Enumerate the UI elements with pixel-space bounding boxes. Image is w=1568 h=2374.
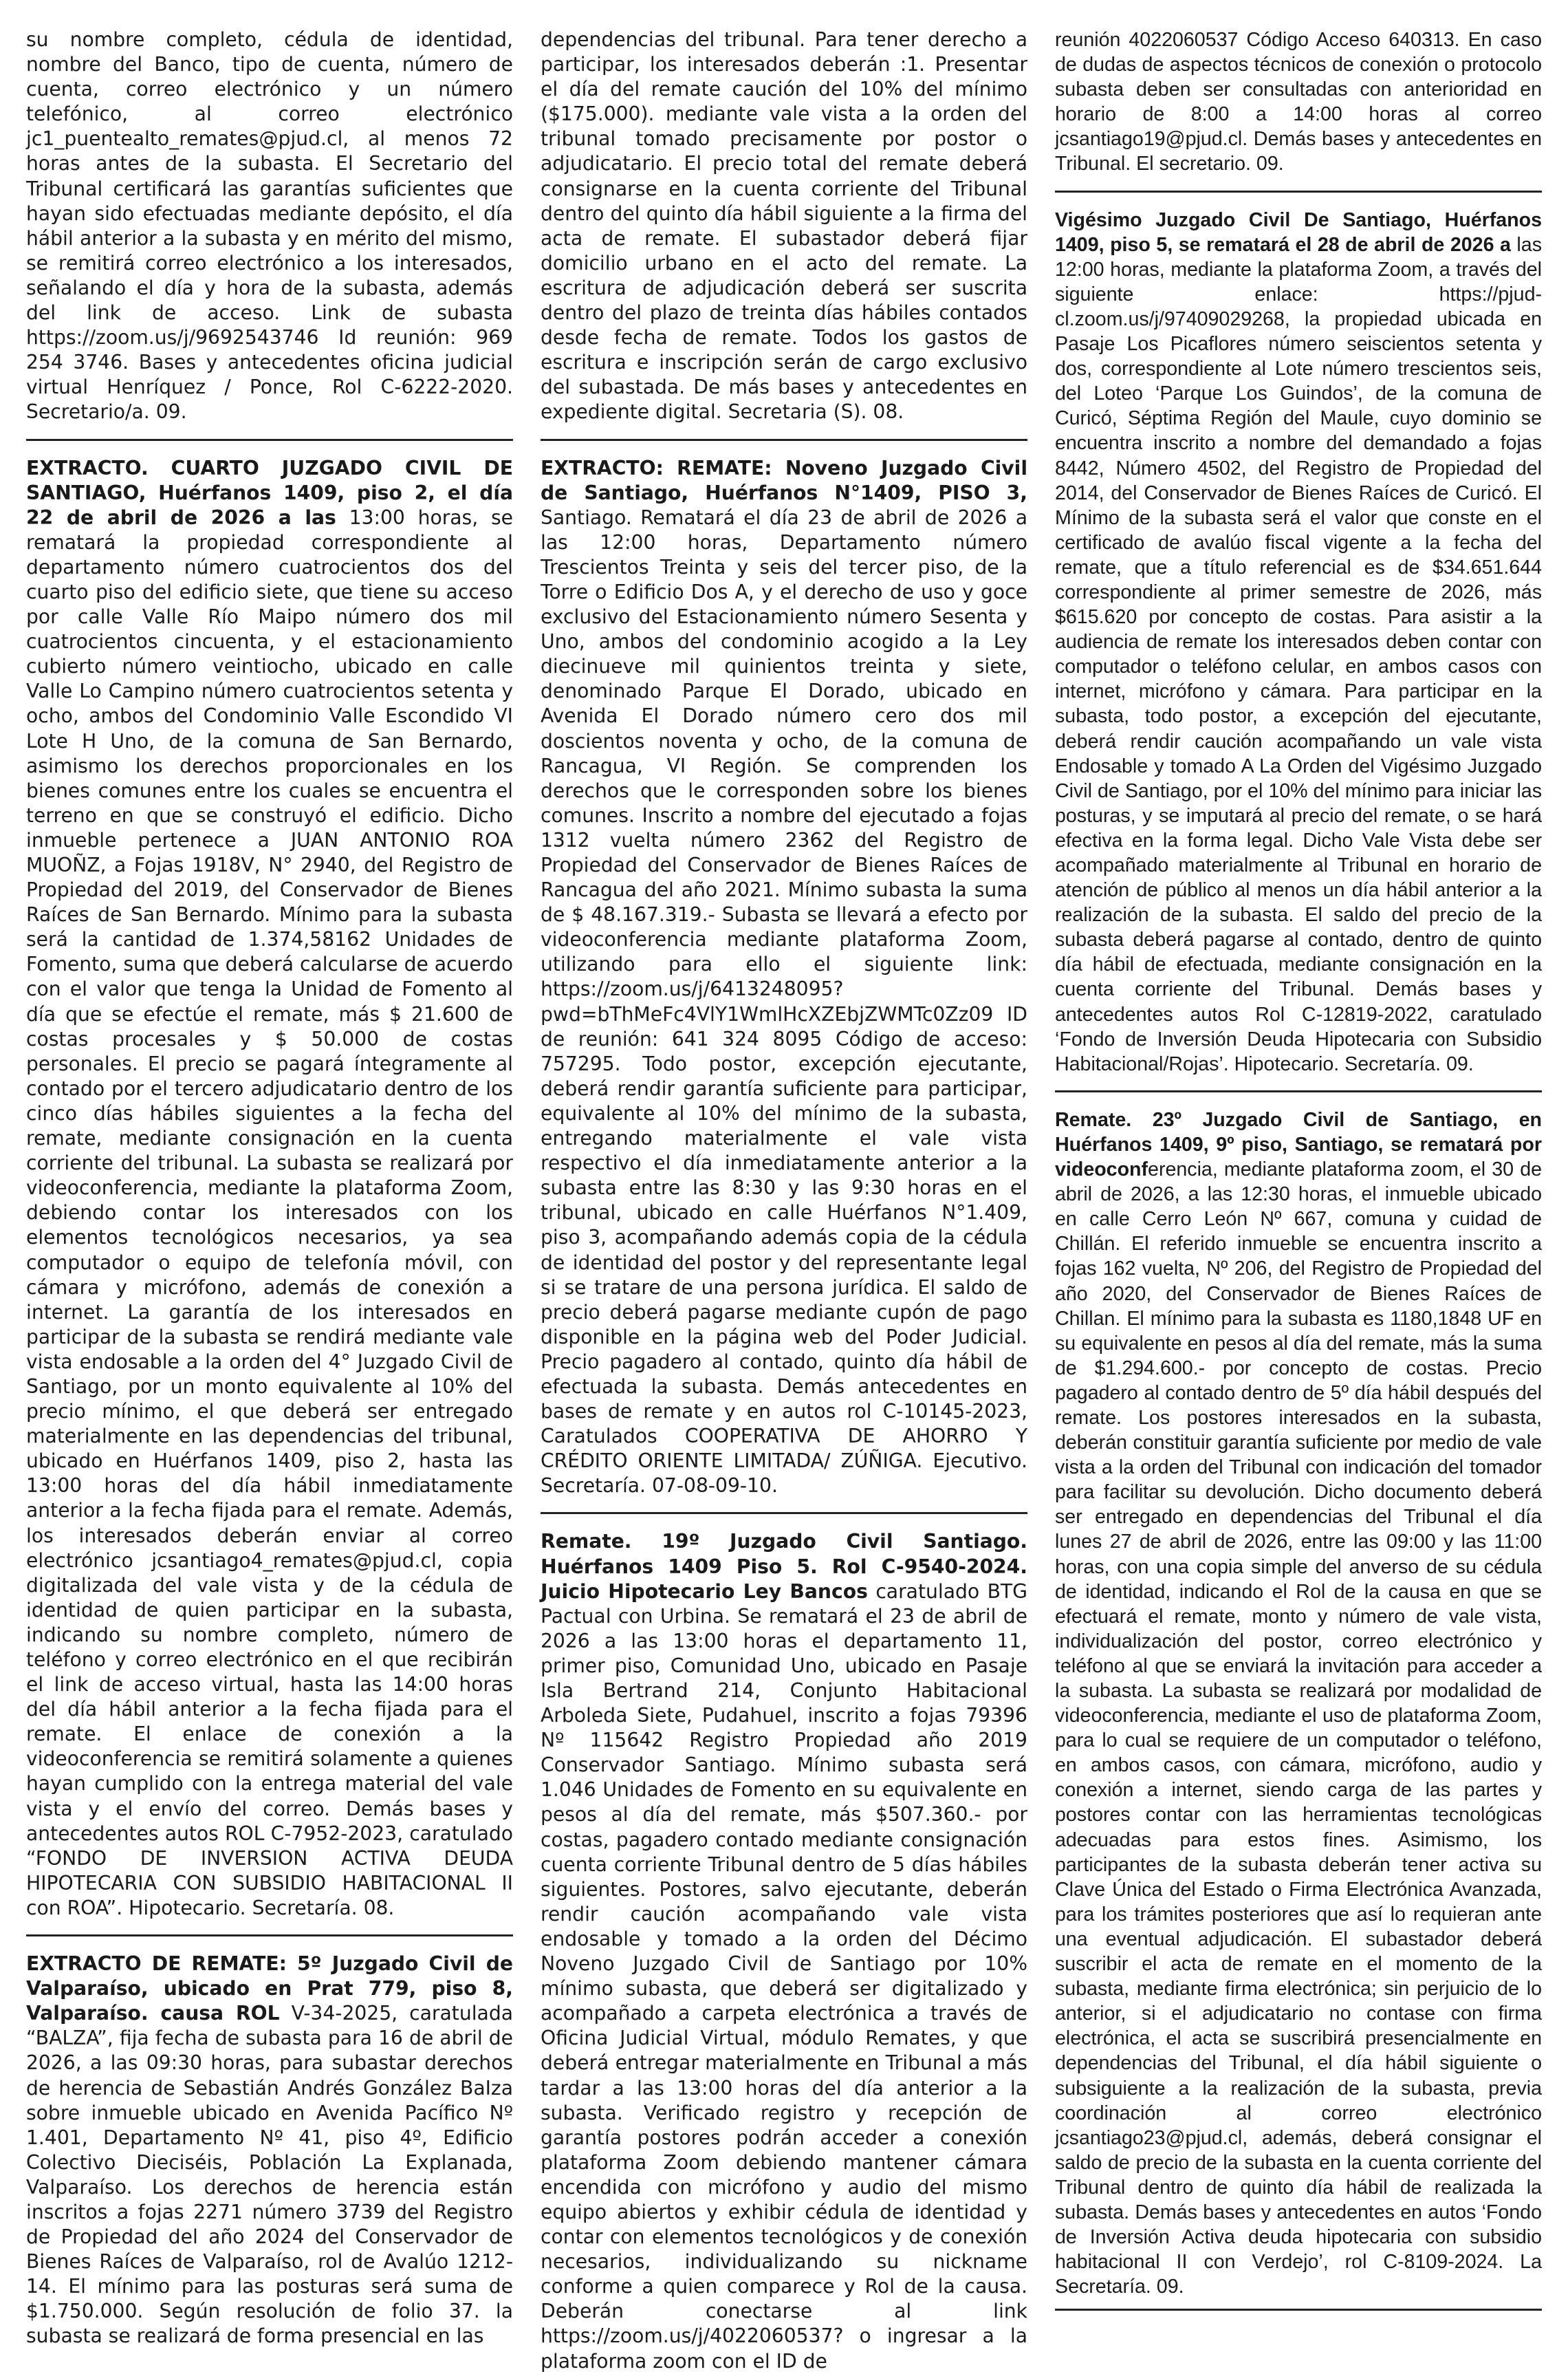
notice-body: 13:00 horas, se rematará la propiedad correspondiente al departamento número cuatrocientos dos del cuarto piso del edificio siete, que tiene su acceso por calle Valle Río Maipo número dos mil cuatrocientos cincuenta, y el estacionamiento cubierto número veintiocho, ubicado en calle Valle Lo Campino número cuatrocientos setenta y ocho, ambos del Condominio Valle Escondido VI Lote H Uno, de la comuna de San Bernardo, asimismo los derechos proporcionales en los bienes comunes entre los cuales se encuentra el terreno en que se construyó el edificio. Dicho inmueble pertenece a JUAN ANTONIO ROA MUOÑZ, a Fojas 1918V, N° 2940, del Registro de Propiedad del 2019, del Conservador de Bienes Raíces de San Bernardo. Mínimo para la subasta será la cantidad de 1.374,58162 Unidades de Fomento, suma que deberá calcularse de acuerdo con el valor que tenga la Unidad de Fomento al día que se efectúe el remate, más $ 21.600 de costas procesales y $ 50.000 de costas personales. El precio se pagará íntegramente al contado por el tercero adjudicatario dentro de los cinco días hábiles siguientes a la fecha del remate, mediante consignación en la cuenta corriente del tribunal. La subasta se realizará por videoconferencia, mediante la plataforma Zoom, debiendo contar los interesados con los elementos tecnológicos necesarios, ya sea computador o equipo de telefonía móvil, con cámara y micrófono, además de conexión a internet. La garantía de los interesados en participar de la subasta se rendirá mediante vale vista endosable a la orden del 4° Juzgado Civil de Santiago, por un monto equivalente al 10% del precio mínimo, el que deberá ser entregado materialmente en las dependencias del tribunal, ubicado en Huérfanos 1409, piso 2, hasta las 13:00 horas del día hábil inmediatamente anterior a la fecha fijada para el remate. Además, los interesados deberán enviar al correo electrónico jcsantiago4_remates@pjud.cl, copia digitalizada del vale vista y de la cédula de identidad de quien participar en la subasta, indicando su nombre completo, número de teléfono y correo electrónico en el que recibirán el link de acceso virtual, hasta las 14:00 horas del día hábil anterior a la fecha fijada para el remate. El enlace de conexión a la videoconferencia se remitirá solamente a quienes hayan cumplido con la entrega material del vale vista y el envío del correo. Demás bases y antecedentes autos ROL C-7952-2023, caratulado “FONDO DE INVERSION ACTIVA DEUDA HIPOTECARIA CON SUBSIDIO HABITACIONAL II con ROA”. Hipotecario. Secretaría. 08.	[26, 506, 513, 1919]
notice-heading: EXTRACTO DE REMATE: 5º Juzgado Civil de Valparaíso, ubicado en Prat 779, piso 8, Valparaíso. causa ROL	[26, 1952, 513, 2025]
notice-body: erencia, mediante plataforma zoom, el 30 de abril de 2026, a las 12:30 horas, el inmueble ubicado en calle Cerro León Nº 667, comuna y cuidad de Chillán. El referido inmueble se encuentra inscrito a fojas 162 vuelta, Nº 206, del Registro de Propiedad del año 2020, del Conservador de Bienes Raíces de Chillan. El mínimo para la subasta es 1180,1848 UF en su equivalente en pesos al día del remate, más la suma de $1.294.600.- por concepto de costas. Precio pagadero al contado dentro de 5º día hábil después del remate. Los postores interesados en la subasta, deberán constituir garantía suficiente por medio de vale vista a la orden del Tribunal con indicación del tomador para facilitar su devolución. Dicho documento deberá ser entregado en dependencias del Tribunal el día lunes 27 de abril de 2026, entre las 09:00 y las 11:00 horas, con una copia simple del anverso de su cédula de identidad, indicando el Rol de la causa en que se efectuará el remate, monto y número de vale vista, individualización del postor, correo electrónico y teléfono al que se enviará la invitación para acceder a la subasta. La subasta se realizará por modalidad de videoconferencia, mediante el uso de plataforma Zoom, para lo cual se requiere de un computador o teléfono, en ambos casos, con cámara, micrófono, audio y conexión a internet, siendo carga de las partes y postores contar con las herramientas tecnológicas adecuadas para estos fines. Asimismo, los participantes de la subasta deberán tener activa su Clave Única del Estado o Firma Electrónica Avanzada, para los trámites posteriores que así lo requieran ante una eventual adjudicación. El subastador deberá suscribir el acta de remate en el momento de la subasta, mediante firma electrónica; sin perjuicio de lo anterior, si el adjudicatario no contase con firma electrónica, el acta se suscribirá presencialmente en dependencias del Tribunal, el día hábil siguiente o subsiguiente a la realización de la subasta, previa coordinación al correo electrónico jcsantiago23@pjud.cl, además, deberá consignar el saldo de precio de la subasta en la cuenta corriente del Tribunal dentro de quinto día hábil de realizada la subasta. Demás bases y antecedentes en autos ‘Fondo de Inversión Activa deuda hipotecaria con subsidio habitacional II con Verdejo’, rol C-8109-2024. La Secretaría. 09.	[1055, 1158, 1542, 2298]
notice-heading: Remate. 23º Juzgado Civil de Santiago, en Huérfanos 1409, 9º piso, Santiago, se rematará por videoconf	[1055, 1108, 1542, 1181]
notice-divider	[26, 439, 513, 441]
notice-19-juzgado	[541, 1529, 1027, 2373]
notice-body: dependencias del tribunal. Para tener derecho a participar, los interesados deberán :1. Presentar el día del remate caución del 10% del mínimo ($175.000). mediante vale vista a la orden del tribunal tomado precisamente por postor o adjudicatario. El precio total del remate deberá consignarse en la cuenta corriente del Tribunal dentro del quinto día hábil siguiente a la firma del acta de remate. El subastador deberá fijar domicilio urbano en el acto del remate. La escritura de adjudicación deberá ser suscrita dentro del plazo de treinta días hábiles contados desde fecha de remate. Todos los gastos de escritura e inscripción serán de cargo exclusivo del subastada. De más bases y antecedentes en expediente digital. Secretaria (S). 08.	[541, 28, 1027, 424]
notice-divider	[1055, 2309, 1542, 2311]
notice-23-juzgado	[1055, 1108, 1542, 2300]
notice-continuation	[26, 28, 513, 425]
notice-continuation	[1055, 28, 1542, 177]
notice-body: las 12:00 horas, mediante la plataforma Zoom, a través del siguiente enlace: https://pjud-cl.zoom.us/j/97409029268, la propiedad ubicada en Pasaje Los Picaflores número seiscientos setenta y dos, correspondiente al Lote número trescientos seis, del Loteo ‘Parque Los Guindos’, de la comuna de Curicó, Séptima Región del Maule, cuyo dominio se encuentra inscrito a nombre del demandado a fojas 8442, Número 4502, del Registro de Propiedad del 2014, del Conservador de Bienes Raíces de Curicó. El Mínimo de la subasta será el valor que conste en el certificado de avalúo fiscal vigente a la fecha del remate, que a título referencial es de $34.651.644 correspondiente al primer semestre de 2026, más $615.620 por concepto de costas. Para asistir a la audiencia de remate los interesados deben contar con computador o teléfono celular, en ambos casos con internet, micrófono y cámara. Para participar en la subasta, todo postor, a excepción del ejecutante, deberá rendir caución acompañando un vale vista Endosable y tomado A La Orden del Vigésimo Juzgado Civil de Santiago, por el 10% del mínimo para iniciar las posturas, y se imputará al precio del remate, o se hará efectiva en la forma legal. Dicho Vale Vista debe ser acompañado materialmente al Tribunal en horario de atención de público al menos un día hábil anterior a la realización de la subasta. El saldo del precio de la subasta deberá pagarse al contado, dentro de quinto día hábil de efectuada, mediante consignación en la cuenta corriente del Tribunal. Demás bases y antecedentes autos Rol C-12819-2022, caratulado ‘Fondo de Inversión Deuda Hipotecaria con Subsidio Habitacional/Rojas’. Hipotecario. Secretaría. 09.	[1055, 233, 1542, 1075]
notice-body: caratulado BTG Pactual con Urbina. Se rematará el 23 de abril de 2026 a las 13:00 horas el departamento 11, primer piso, Comunidad Uno, ubicado en Pasaje Isla Bertrand 214, Conjunto Habitacional Arboleda Siete, Pudahuel, inscrito a fojas 79396 Nº 115642 Registro Propiedad año 2019 Conservador Santiago. Mínimo subasta será 1.046 Unidades de Fomento en su equivalente en pesos al día del remate, más $507.360.- por costas, pagadero contado mediante consignación cuenta corriente Tribunal dentro de 5 días hábiles siguientes. Postores, salvo ejecutante, deberán rendir caución acompañando vale vista endosable y tomado a la orden del Décimo Noveno Juzgado Civil de Santiago por 10% mínimo subasta, que deberá ser digitalizado y acompañado a carpeta electrónica a través de Oficina Judicial Virtual, módulo Remates, y que deberá entregar materialmente en Tribunal a más tardar a las 13:00 horas del día anterior a la subasta. Verificado registro y recepción de garantía postores podrán acceder a conexión plataforma Zoom debiendo mantener cámara encendida con micrófono y audio del mismo equipo abiertos y exhibir cédula de identidad y contar con elementos tecnológicos y de conexión necesarios, individualizando su nickname conforme a quien comparece y Rol de la causa. Deberán conectarse al link https://zoom.us/j/4022060537? o ingresar a la plataforma zoom con el ID de	[541, 1579, 1027, 2373]
notice-cuarto-juzgado	[26, 456, 513, 1921]
column-3	[1055, 28, 1542, 2298]
notice-body: Santiago. Rematará el día 23 de abril de 2026 a las 12:00 horas, Departamento número Trescientos Treinta y seis del tercer piso, de la Torre o Edificio Dos A, y el derecho de uso y goce exclusivo del Estacionamiento número Sesenta y Uno, ambos del condominio acogido a la Ley diecinueve mil quinientos treinta y siete, denominado Parque El Dorado, ubicado en Avenida El Dorado número cero dos mil doscientos noventa y ocho, de la comuna de Rancagua, VI Región. Se comprenden los derechos que le corresponden sobre los bienes comunes. Inscrito a nombre del ejecutado a fojas 1312 vuelta número 2362 del Registro de Propiedad del Conservador de Bienes Raíces de Rancagua del año 2021. Mínimo subasta la suma de $ 48.167.319.- Subasta se llevará a efecto por videoconferencia mediante plataforma Zoom, utilizando para ello el siguiente link: https://zoom.us/j/6413248095?pwd=bThMeFc4VlY1WmlHcXZEbjZWMTc0Zz09 ID de reunión: 641 324 8095 Código de acceso: 757295. Todo postor, excepción ejecutante, deberá rendir garantía suficiente para participar, equivalente al 10% del mínimo de la subasta, entregando materialmente el vale vista respectivo el día inmediatamente anterior a la subasta entre las 8:30 y las 9:30 horas en el tribunal, ubicado en calle Huérfanos N°1.409, piso 3, acompañando además copia de la cédula de identidad del postor y del representante legal si se tratare de una persona jurídica. El saldo de precio deberá pagarse mediante cupón de pago disponible en la página web del Poder Judicial. Precio pagadero al contado, quinto día hábil de efectuada la subasta. Demás antecedentes en bases de remate y en autos rol C-10145-2023, Caratulados COOPERATIVA DE AHORRO Y CRÉDITO ORIENTE LIMITADA/ ZÚÑIGA. Ejecutivo. Secretaría. 07-08-09-10.	[541, 506, 1027, 1498]
notice-divider	[1055, 191, 1542, 193]
notice-heading: Remate. 19º Juzgado Civil Santiago. Huérfanos 1409 Piso 5. Rol C-9540-2024. Juicio Hipotecario Ley Bancos	[541, 1530, 1027, 1603]
notice-quinto-juzgado-valparaiso	[26, 1952, 513, 2349]
notice-continuation	[541, 28, 1027, 425]
notice-divider	[541, 439, 1027, 441]
column-2	[541, 28, 1027, 2373]
notice-body: su nombre completo, cédula de identidad, nombre del Banco, tipo de cuenta, número de cuenta, correo electrónico y un número telefónico, al correo electrónico jc1_puentealto_remates@pjud.cl, al menos 72 horas antes de la subasta. El Secretario del Tribunal certificará las garantías suficientes que hayan sido efectuadas mediante depósito, el día hábil anterior a la subasta y en mérito del mismo, se remitirá correo electrónico a los interesados, señalando el día y hora de la subasta, además del link de acceso. Link de subasta https://zoom.us/j/9692543746 Id reunión: 969 254 3746. Bases y antecedentes oficina judicial virtual Henríquez / Ponce, Rol C-6222-2020. Secretario/a. 09.	[26, 28, 513, 424]
notice-vigesimo-juzgado	[1055, 208, 1542, 1077]
notice-heading: Vigésimo Juzgado Civil De Santiago, Huérfanos 1409, piso 5, se rematará el 28 de abril de 2026 a	[1055, 208, 1542, 256]
notice-divider	[541, 1512, 1027, 1514]
notice-body: reunión 4022060537 Código Acceso 640313. En caso de dudas de aspectos técnicos de conexión o protocolo subasta deben ser consultadas con anterioridad en horario de 8:00 a 14:00 horas al correo jcsantiago19@pjud.cl. Demás bases y antecedentes en Tribunal. El secretario. 09.	[1055, 29, 1542, 175]
notice-noveno-juzgado	[541, 456, 1027, 1499]
notice-heading: EXTRACTO. CUARTO JUZGADO CIVIL DE SANTIAGO, Huérfanos 1409, piso 2, el día 22 de abril de 2026 a las	[26, 456, 513, 529]
notice-body: V-34-2025, caratulada “BALZA”, fija fecha de subasta para 16 de abril de 2026, a las 09:30 horas, para subastar derechos de herencia de Sebastián Andrés González BaIza sobre inmueble ubicado en Avenida Pacífico Nº 1.401, Departamento Nº 41, piso 4º, Edificio Colectivo Dieciséis, Población La Explanada, Valparaíso. Los derechos de herencia están inscritos a fojas 2271 número 3739 del Registro de Propiedad del año 2024 del Conservador de Bienes Raíces de Valparaíso, rol de Avalúo 1212-14. El mínimo para las posturas será suma de $1.750.000. Según resolución de folio 37. la subasta se realizará de forma presencial en las	[26, 2002, 513, 2348]
notice-heading: EXTRACTO: REMATE: Noveno Juzgado Civil de Santiago, Huérfanos N°1409, PISO 3,	[541, 456, 1027, 504]
column-1	[26, 28, 513, 2348]
notice-divider	[26, 1934, 513, 1936]
notice-divider	[1055, 1090, 1542, 1092]
